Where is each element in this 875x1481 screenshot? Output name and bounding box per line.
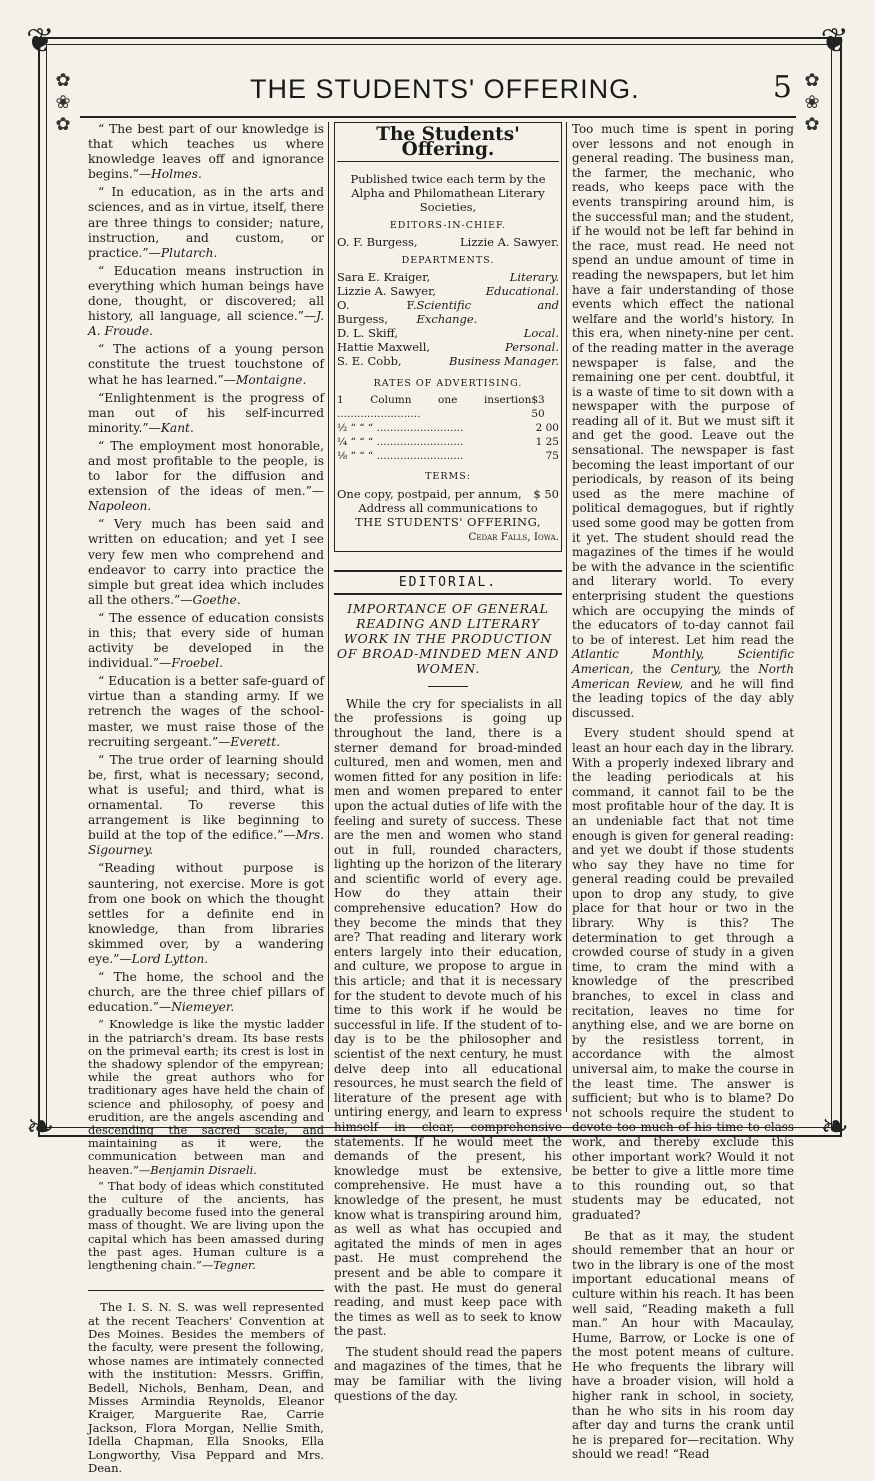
masthead-box [334, 122, 562, 552]
quote: “ Knowledge is like the mystic ladder in the patriarch's dream. Its base rests on the primeval earth; its crest is lost in the shadowy splendor of the empyrean; while the great authors who for traditionary ages have held the chain of science and philosophy, of poesy and erudition, are the angels ascending and descending the sacred scale, and maintaining as it were, the communication between man and heaven.”—Benjamin Disraeli. [88, 1017, 324, 1177]
column-divider [566, 122, 567, 1112]
paper-name: The Students' Offering. [337, 127, 559, 162]
quote: “ The employment most honorable, and most profitable to the people, is to labor for the diffusion and extension of the ideas of men.”—Napoleon. [88, 438, 324, 514]
address-line: Address all communications to [358, 500, 538, 515]
editorial-column [572, 122, 794, 1468]
quote: “ The true order of learning should be, first, what is necessary; second, what is useful; and third, what is ornamental. To reverse this arrangement is like beginning to build at the top of the edifice.”—Mrs. Sigourney. [88, 752, 324, 858]
convention-announcement: The I. S. N. S. was well represented at the recent Teachers' Convention at Des Moines. Besides the members of the faculty, were present the following, whose names are intimately connected with the institution: Messrs. Griffin, Bedell, Nichols, Benham, Dean, and Misses Armindia Reynolds, Eleanor Kraiger, Marguerite Rae, Carrie Jackson, Flora Morgan, Nellie Smith, Idella Chapman, Ella Snooks, Ella Longworthy, Visa Peppard and Mrs. Dean. [88, 1290, 324, 1475]
quote: “ The actions of a young person constitute the truest touchstone of what he has learned.”—Montaigne. [88, 342, 324, 387]
article-paragraph: Too much time is spent in poring over lessons and not enough in general reading. The business man, the farmer, the mechanic, who reads, who keeps pace with the events transpiring around him, is the successful man; and the student, if he would not be left far behind in the race, must read. He need not spend an undue amount of time in reading the newspapers, but let him have a fair understanding of those events which effect the national welfare and the world's history. In this era, when ninety-nine per cent. of the reading matter in the average newspaper is false, and the remaining one per cent. doubtful, it is a waste of time to sit down with a newspaper with the purpose of reading all of it. But we must sift it and get the good. Leave out the sensational. The newspaper is fast becoming the least important of our periodicals, by reason of its being used as the mere machine of political demagogues, but if rightly used some good may be gotten from it yet. The student should read the magazines of the times if he would be with the advance in the scientific and literary world. To every enterprising student the questions which are occupying the minds of the educators of to-day cannot fail to be of interest. Let him read the Atlantic Monthly, Scientific American, the Century, the North American Review, and he will find the leading topics of the day ably discussed. [572, 122, 795, 720]
address-city: Cedar Falls, Iowa. [468, 530, 559, 543]
rate-row: 1 Column one insertion ......................... $3 50 [337, 394, 545, 421]
editor-name: Lizzie A. Sawyer. [460, 235, 559, 250]
vine-ornament-icon: ✿ ❀ ✿ [804, 70, 820, 135]
article-title: IMPORTANCE OF GENERAL READING AND LITERARY WORK IN THE PRODUCTION OF BROAD-MINDED MEN AND WOMEN. [336, 600, 560, 676]
corner-ornament-icon: ❧ [820, 1107, 849, 1147]
editor-name: O. F. Burgess, [337, 235, 418, 250]
department-row: S. E. Cobb, Business Manager. [337, 354, 559, 369]
article-paragraph: The student should read the papers and magazines of the times, that he may be familiar with the living questions of the day. [334, 1344, 562, 1403]
corner-ornament-icon: ❦ [820, 21, 849, 61]
header-rule [80, 116, 796, 118]
vine-ornament-icon: ✿ ❀ ✿ [55, 70, 71, 135]
magazine-title: North American Review, [572, 661, 795, 691]
corner-ornament-icon: ❧ [26, 1107, 55, 1147]
department-row: D. L. Skiff, Local. [337, 326, 559, 341]
article-paragraph: Every student should spend at least an hour each day in the library. With a properly indexed library and the leading periodicals at his command, it cannot fail to be the most profitable hour of the day. It is an undeniable fact that not time enough is given for general reading: and yet we doubt if those students who say they have no time for general reading could be prevailed upon to drop any study, to give place for that hour or two in the library. Why is this? The determination to get through a crowded course of study in a given time, to cram the mind with a knowledge of the prescribed branches, to excel in class and recitation, leaves no time for anything else, and we are borne on by the resistless torrent, in accordance with the almost universal aim, to make the course in the least time. The answer is sufficient; but who is to blame? Do not schools require the student to devote too much of his time to class work, and thereby exclude this other important work? Would it not be better to give a little more time to this rounding out, so that students may be educated, not graduated? [572, 726, 794, 1222]
quote: “ Education means instruction in everything which human beings have done, thought, or discovered; all history, all language, all science.”—J. A. Froude. [88, 263, 324, 339]
page-number: 5 [772, 70, 792, 105]
title-rule [428, 686, 468, 687]
rates-heading: RATES OF ADVERTISING. [373, 378, 523, 390]
column-divider [328, 122, 329, 1112]
editors-heading: EDITORS-IN-CHIEF. [389, 220, 507, 232]
publication-note: Published twice each term by the Alpha and Philomathean Literary Societies, [350, 172, 546, 215]
quote: “ The best part of our knowledge is that which teaches us where knowledge leaves off and ignorance begins.”—Holmes. [88, 122, 324, 182]
terms-row: One copy, postpaid, per annum, $ 50 [337, 486, 559, 501]
department-row: Hattie Maxwell, Personal. [337, 340, 559, 355]
article-paragraph: Be that as it may, the student should remember that an hour or two in the library is one of the most important educational means of culture within his reach. It has been well said, “Reading maketh a full man.” An hour with Macaulay, Hume, Barrow, or Locke is one of the most potent means of culture. He who frequents the library will have a broader vision, will hold a higher rank in school, in society, than he who sits in his room day after day and turns the crank until he is prepared for—recitation. Why should we read! “Read [572, 1228, 794, 1462]
department-row: Sara E. Kraiger, Literary. [337, 270, 559, 285]
departments-heading: DEPARTMENTS. [401, 255, 495, 267]
address-name: THE STUDENTS' OFFERING, [354, 514, 541, 529]
quote: “Enlightenment is the progress of man out of his self-incurred minority.”—Kant. [88, 390, 324, 435]
page-title: THE STUDENTS' OFFERING. [250, 74, 640, 104]
quote: “Reading without purpose is sauntering, not exercise. More is got from one book on which the thought settles for a definite end in knowledge, than from libraries skimmed over, by a wandering eye.”—Lord Lytton. [88, 861, 324, 966]
quote: “ That body of ideas which constituted the culture of the ancients, has gradually become fused into the general mass of thought. We are living upon the capital which has been amassed during the past ages. Human culture is a lengthening chain.”—Tegner. [88, 1178, 324, 1272]
quote: “ Very much has been said and written on education; and yet I see very few men who comprehend and endeavor to carry into practice the simple but great idea which includes all the others.”—Goethe. [88, 517, 324, 607]
department-row: O. F. Burgess, Scientific and Exchange. [337, 298, 559, 327]
terms-heading: TERMS: [425, 471, 471, 483]
editors-row [337, 235, 559, 249]
department-row: Lizzie A. Sawyer, Educational. [337, 284, 559, 299]
rate-row: ½ “ “ “ .......................... 2 00 [337, 422, 559, 435]
page-header [90, 70, 790, 110]
quotes-column [88, 122, 324, 1481]
quote: “ Education is a better safe-guard of virtue than a standing army. If we retrench the wages of the school-master, we must raise those of the recruiting sergeant.”—Everett. [88, 674, 324, 749]
masthead-column [334, 122, 562, 1409]
rate-row: ⅛ “ “ “ .......................... 75 [337, 450, 559, 463]
article-paragraph: While the cry for specialists in all the professions is going up throughout the land, there is a sterner demand for broad-minded cultured, men and women, men and women fitted for any position in life: men and women prepared to enter upon the actual duties of life with the feeling and surety of success. These are the men and women who stand out in full, rounded characters, lighting up the horizon of the literary and scientific world of every age. How do they attain their comprehensive education? How do they become the minds that they are? That reading and literary work enters largely into their education, and culture, we propose to argue in this article; and that it is necessary for the student to devote much of his time to this work if he would be successful in life. If the student of to-day is to be the philosopher and scientist of the next century, he must delve deep into all educational resources, he must search the field of literature of the present age with untiring energy, and learn to express himself in clear, comprehensive statements. If he would meet the demands of the present, his knowledge must be extensive, comprehensive. He must have a knowledge of the present, he must know what is transpiring around him, as well as what has occupied and agitated the minds of men in ages past. He must comprehend the present and be able to compare it with the past. He must do general reading, and must keep pace with the times as well as to seek to know the past. [334, 696, 562, 1339]
quote: “ In education, as in the arts and sciences, and as in virtue, itself, there are three things to consider; nature, instruction, and custom, or practice.”—Plutarch. [88, 185, 324, 260]
corner-ornament-icon: ❦ [26, 21, 55, 61]
magazine-title: Atlantic Monthly, Scientific American, [572, 647, 794, 676]
rate-row: ¼ “ “ “ .......................... 1 25 [337, 436, 559, 449]
quote: “ The home, the school and the church, are the three chief pillars of education.”—Niemeyer. [88, 970, 324, 1015]
quote: “ The essence of education consists in this; that every side of human activity be developed in the individual.”—Froebel. [88, 610, 324, 671]
magazine-title: Century, [670, 661, 722, 676]
editorial-heading: EDITORIAL. [334, 570, 562, 595]
